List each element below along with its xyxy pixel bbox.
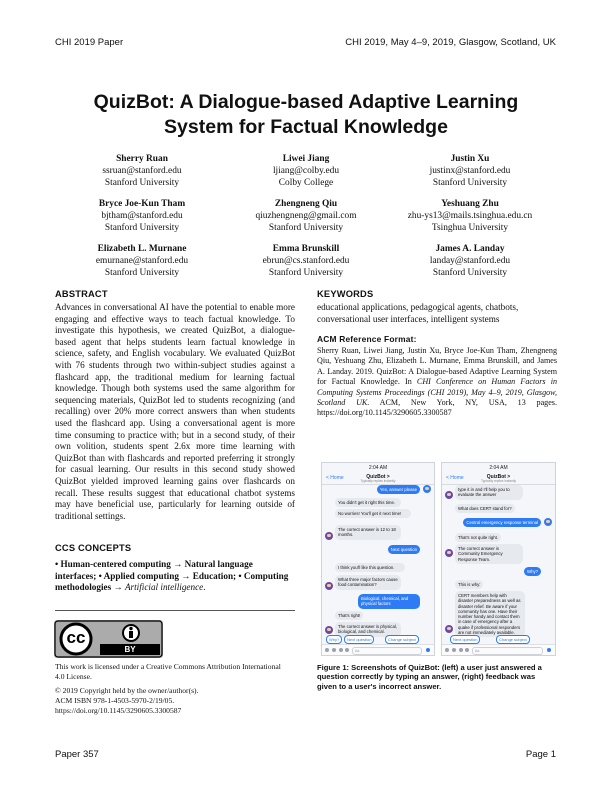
status-bar: 2:04 AM (368, 465, 388, 471)
author-name: Zhengneng Qiu (274, 199, 338, 209)
chat-subtitle: Typically replies instantly (480, 479, 517, 483)
author-affiliation: Stanford University (104, 223, 180, 233)
status-bar: 2:04 AM (489, 465, 508, 471)
author-name: James A. Landay (435, 244, 505, 254)
back-button[interactable]: < Home (326, 475, 344, 481)
chat-subtitle: Typically replies instantly (360, 479, 396, 483)
camera-icon[interactable] (452, 648, 456, 652)
author-email: justinx@stanford.edu (429, 166, 511, 176)
paper-title (0, 90, 612, 140)
message-input[interactable]: Aa (352, 647, 422, 655)
abstract-text: Advances in conversational AI have the potential to enable more engaging and effective ways to teach factual knowledge. To investigate this hypothesis, we created QuizBot, a dialogue-based agent that helps students learn factual knowledge in science, safety, and English vocabulary. We evaluated QuizBot with 76 students through two within-subject studies against a flashcard app, the traditional medium for learning factual knowledge. Though both systems used the same algorithm for sequencing materials, QuizBot led to students recognizing (and recalling) over 20% more correct answers than when students used the flashcard app. Using a conversational agent is more time consuming to practice with; but in a second study, of their own volition, students spent 2.6x more time learning with QuizBot than with flashcards and reported preferring it strongly for casual learning. Our results in this second study showed QuizBot yielded improved learning gains over flashcards on recall. These results suggest that educational chatbot systems may have beneficial use, particularly for learning outside of traditional settings. (55, 302, 295, 521)
cc-logo-text: cc (66, 628, 86, 647)
running-header-right: CHI 2019, May 4–9, 2019, Glasgow, Scotland, UK (345, 37, 556, 48)
author-affiliation: Colby College (278, 178, 334, 188)
quick-reply-change-subject[interactable]: Change subject (385, 635, 419, 644)
bot-message: What does CERT stand for? (455, 504, 515, 513)
chat-title: QuizBot > (486, 474, 511, 480)
quizbot-screenshot-right (441, 462, 556, 656)
author-affiliation: Tsinghua University (431, 223, 509, 233)
bot-avatar-icon (325, 532, 333, 540)
author-block (380, 153, 560, 189)
bot-message: That's not quite right. (455, 533, 501, 542)
acm-ref-text (317, 346, 557, 419)
bot-message: The correct answer is Community Emergency Response Team. (455, 544, 523, 564)
cc-by-badge (54, 620, 163, 658)
message-input-bar (322, 644, 434, 655)
quick-reply-next-question[interactable]: Next question (450, 635, 480, 644)
user-message: Central emergency response terminal (463, 518, 541, 527)
author-email: zhu-ys13@mails.tsinghua.edu.cn (407, 211, 533, 221)
ccs-concept-3: • Computing methodologies → (55, 570, 289, 593)
bot-message: You didn't get it right this time. (335, 498, 401, 507)
bot-avatar-icon (445, 625, 453, 633)
camera-icon[interactable] (332, 648, 336, 652)
isbn-line: ACM ISBN 978-1-4503-5970-2/19/05. (55, 696, 175, 705)
abstract-heading: ABSTRACT (55, 289, 108, 299)
quick-reply-why[interactable]: Why? (326, 635, 342, 644)
author-name: Yeshuang Zhu (441, 199, 499, 209)
image-icon[interactable] (459, 648, 463, 652)
author-block (216, 243, 396, 279)
ccs-text (55, 559, 295, 594)
figure-caption: Figure 1: Screenshots of QuizBot: (left) a user just answered a question correctly by typing an answer, (right) feedback was given to a user's incorrect answer. (317, 663, 542, 691)
author-block (52, 243, 232, 279)
bot-message: type it in and I'll help you to evaluate the answer (455, 485, 523, 500)
bot-message: The correct answer is 12 to 18 months. (335, 525, 401, 540)
doi-line: https://doi.org/10.1145/3290605.3300587 (55, 706, 182, 715)
user-avatar-icon (544, 518, 552, 526)
quick-reply-next-question[interactable]: Next question (344, 635, 374, 644)
bot-message: That's right! (335, 611, 363, 620)
title-line-2: System for Factual Knowledge (164, 116, 448, 138)
author-block (380, 198, 560, 234)
keywords-heading: KEYWORDS (317, 289, 374, 299)
author-email: emurnane@stanford.edu (95, 256, 189, 266)
author-email: ljiang@colby.edu (272, 166, 340, 176)
author-name: Bryce Joe-Kun Tham (98, 199, 186, 209)
quick-reply-change-subject[interactable]: Change subject (496, 635, 530, 644)
author-email: qiuzhengneng@gmail.com (255, 211, 357, 221)
author-affiliation: Stanford University (432, 268, 508, 278)
keywords-text: educational applications, pedagogical agents, chatbots, conversational user interfaces, intelligent systems (317, 302, 519, 324)
acm-ref-authors: Sherry Ruan, Liwei Jiang, Justin Xu, Bryce Joe-Kun Tham, Zhengneng Qiu, Yeshuang Zhu, Elizabeth L. Murnane, Emma Brunskill, and James A. Landay. 2019. QuizBot: A Dialogue-based Adaptive Learning System for Factual Knowledge. In (317, 346, 557, 387)
footer-paper-number: Paper 357 (55, 749, 99, 760)
license-divider (55, 610, 295, 611)
author-name: Elizabeth L. Murnane (97, 244, 187, 254)
chat-nav-bar (442, 473, 555, 485)
running-header-left: CHI 2019 Paper (55, 37, 124, 48)
author-affiliation: Stanford University (268, 223, 344, 233)
mic-icon[interactable] (465, 648, 469, 652)
bot-avatar-icon (445, 491, 453, 499)
quizbot-screenshot-left (321, 462, 435, 656)
author-affiliation: Stanford University (268, 268, 344, 278)
acm-ref-heading: ACM Reference Format: (317, 334, 417, 344)
bot-message: What three major factors cause food contamination? (335, 575, 401, 590)
chat-messages (322, 485, 434, 633)
author-email: bjtham@stanford.edu (101, 211, 183, 221)
author-block (216, 198, 396, 234)
user-message: Biological, chemical, and physical factors (358, 594, 420, 609)
author-affiliation: Stanford University (104, 178, 180, 188)
quick-reply-bar (442, 634, 555, 644)
message-input[interactable]: Aa (472, 647, 543, 655)
mic-icon[interactable] (345, 648, 349, 652)
chat-nav-bar (322, 473, 434, 485)
ccs-concept-1: • Human-centered computing → Natural language interfaces; (55, 559, 253, 581)
quick-reply-bar (322, 634, 434, 644)
ccs-concept-2: • Applied computing → Education; (96, 570, 237, 581)
author-name: Sherry Ruan (116, 154, 168, 164)
chat-messages (442, 485, 555, 636)
ccs-heading: CCS CONCEPTS (55, 543, 132, 553)
user-avatar-icon (423, 485, 431, 493)
copyright-line: © 2019 Copyright held by the owner/author(s). (55, 686, 199, 695)
bot-avatar-icon (325, 626, 333, 634)
author-block (216, 153, 396, 189)
bot-avatar-icon (325, 582, 333, 590)
user-message: Why? (524, 567, 541, 576)
author-block (52, 153, 232, 189)
footer-page-number: Page 1 (525, 749, 556, 760)
like-icon[interactable] (547, 648, 551, 652)
plus-icon[interactable] (445, 648, 449, 652)
plus-icon[interactable] (325, 648, 329, 652)
back-button[interactable]: < Home (446, 475, 464, 481)
user-message: Yes, answer please (377, 485, 420, 494)
author-affiliation: Stanford University (432, 178, 508, 188)
author-block (52, 198, 232, 234)
author-email: ebrun@cs.stanford.edu (262, 256, 350, 266)
image-icon[interactable] (339, 648, 343, 652)
bot-message: This is why: (455, 580, 483, 589)
author-block (380, 243, 560, 279)
bot-avatar-icon (445, 549, 453, 557)
ccs-concept-3-leaf: Artificial intelligence (124, 582, 204, 593)
message-input-bar (442, 644, 555, 655)
author-email: ssruan@stanford.edu (102, 166, 182, 176)
acm-ref-venue: CHI Conference on Human Factors in Computing Systems Proceedings (CHI 2019), May 4–9, 2019, Glasgow, Scotland UK. (317, 377, 557, 408)
chat-title: QuizBot > (366, 474, 390, 480)
ccs-end: . (203, 582, 206, 593)
by-text: BY (124, 645, 136, 654)
author-affiliation: Stanford University (104, 268, 180, 278)
license-text: This work is licensed under a Creative Commons Attribution International 4.0 License. (55, 662, 281, 681)
author-email: landay@stanford.edu (429, 256, 511, 266)
bot-message: I think you'll like this question. (335, 563, 405, 572)
user-message: Next question (388, 545, 420, 554)
bot-message: No worries! You'll get it next time! (335, 509, 411, 518)
bot-message: The correct answer is physical, biological, and chemical. (335, 622, 401, 637)
title-line-1: QuizBot: A Dialogue-based Adaptive Learning (93, 91, 519, 113)
author-name: Emma Brunskill (272, 244, 340, 254)
acm-ref-publisher: ACM, New York, NY, USA, 13 pages. https://doi.org/10.1145/3290605.3300587 (317, 398, 557, 418)
author-name: Liwei Jiang (282, 154, 330, 164)
like-icon[interactable] (426, 648, 430, 652)
author-name: Justin Xu (450, 154, 490, 164)
bot-message: CERT members help with disaster preparedness as well as disaster relief. Be aware if your community has one. Have their number handy and contact them in case of emergency after a quake if professional responders are not immediately available. (455, 591, 525, 637)
